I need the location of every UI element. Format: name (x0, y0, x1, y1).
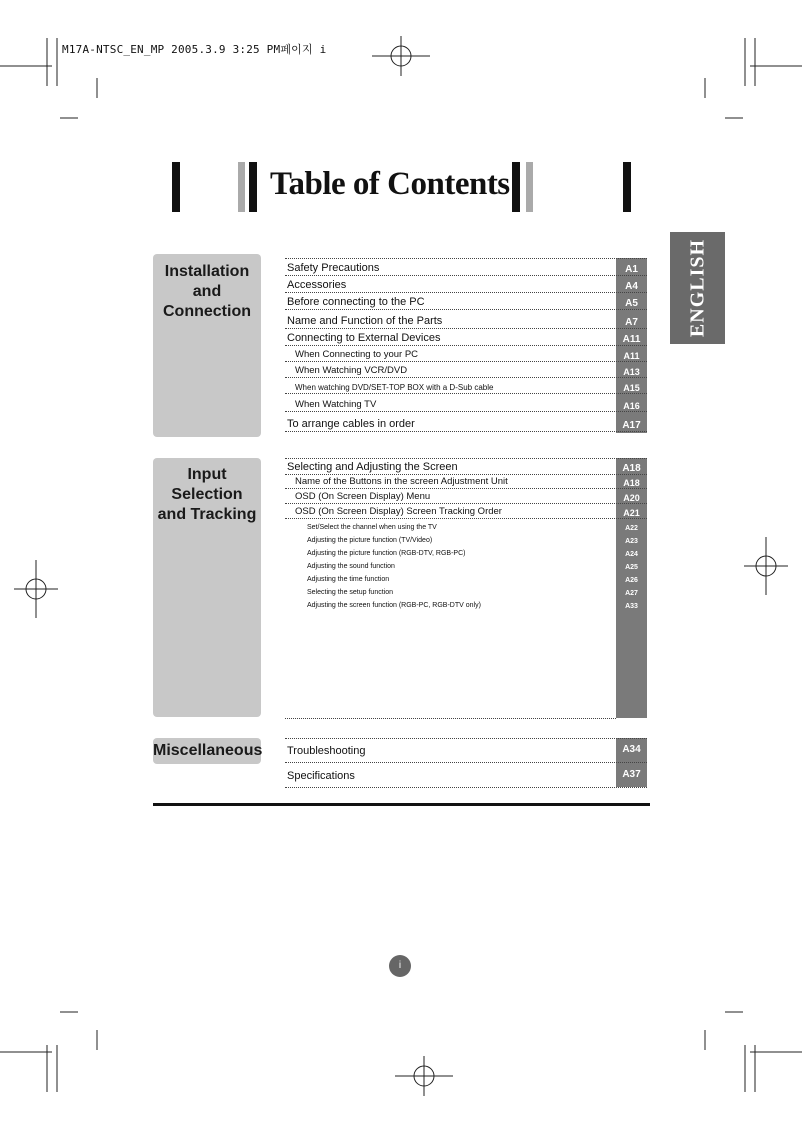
toc-entry[interactable] (285, 545, 647, 558)
toc-entry-page: A18 (623, 478, 640, 488)
toc-entry-title: OSD (On Screen Display) Screen Tracking Order (295, 506, 502, 517)
toc-entry[interactable] (285, 328, 647, 346)
toc-entry-title: Set/Select the channel when using the TV (307, 524, 437, 531)
title-bar-black-left (249, 162, 257, 212)
toc-entry-page: A27 (625, 590, 638, 597)
toc-entry[interactable] (285, 597, 647, 610)
title-bar-gray-left (238, 162, 245, 212)
toc-entry[interactable] (285, 345, 647, 362)
divider (285, 718, 616, 719)
bottom-rule (153, 803, 650, 806)
toc-entry[interactable] (285, 518, 647, 532)
toc-entry-page: A1 (625, 264, 638, 275)
toc-entry-title: OSD (On Screen Display) Menu (295, 491, 431, 502)
toc-entry-title: Name of the Buttons in the screen Adjustment Unit (295, 476, 508, 487)
toc-entry-title: Name and Function of the Parts (287, 315, 443, 327)
toc-entry[interactable] (285, 411, 647, 432)
toc-entry[interactable] (285, 558, 647, 571)
toc-entry-page: A24 (625, 551, 638, 558)
section-box-installation (153, 254, 261, 437)
toc-entry-title: Specifications (287, 770, 355, 782)
toc-entry[interactable] (285, 474, 647, 489)
toc-entry-page: A20 (623, 493, 640, 503)
toc-entry-page: A25 (625, 564, 638, 571)
toc-entry[interactable] (285, 258, 647, 276)
toc-entry-page: A37 (622, 769, 641, 780)
page-title: Table of Contents (270, 166, 510, 202)
toc-entry[interactable] (285, 458, 647, 475)
toc-entry-page: A11 (622, 334, 641, 345)
toc-entry[interactable] (285, 762, 647, 788)
toc-entry-page: A16 (623, 401, 640, 411)
language-tab (670, 232, 725, 344)
title-bar-gray-right (526, 162, 533, 212)
toc-entry-page: A33 (625, 603, 638, 610)
toc-entry-page: A18 (622, 463, 641, 474)
toc-entry-title: Selecting and Adjusting the Screen (287, 461, 458, 473)
toc-entry[interactable] (285, 503, 647, 519)
toc-entry-title: Accessories (287, 279, 347, 291)
print-slug: M17A-NTSC_EN_MP 2005.3.9 3:25 PM페이지 i (62, 43, 327, 56)
toc-entry-title: Adjusting the time function (307, 576, 390, 583)
toc-entry-page: A13 (623, 367, 640, 377)
toc-entry[interactable] (285, 309, 647, 329)
toc-entry-title: When Watching TV (295, 399, 377, 410)
toc-entry-title: To arrange cables in order (287, 418, 415, 430)
toc-entry-title: Before connecting to the PC (287, 296, 425, 308)
section-label: Installation and Connection (163, 263, 251, 320)
section-label: Miscellaneous (153, 742, 263, 759)
toc-entry[interactable] (285, 571, 647, 584)
section-box-miscellaneous (153, 738, 261, 764)
language-tab-label: ENGLISH (686, 238, 708, 338)
toc-entry-title: Selecting the setup function (307, 589, 394, 596)
toc-entry[interactable] (285, 584, 647, 597)
toc-entry-page: A17 (622, 420, 641, 431)
title-bar-black-right (512, 162, 520, 212)
toc-entry-page: A15 (623, 383, 640, 393)
toc-entry-title: Safety Precautions (287, 262, 380, 274)
toc-entry-title: Adjusting the screen function (RGB-PC, RGB-DTV only) (307, 602, 481, 609)
page-number: i (389, 955, 411, 977)
toc-entry-page: A26 (625, 577, 638, 584)
toc-entry-page: A23 (625, 538, 638, 545)
title-bar-right (623, 162, 631, 212)
toc-entry-page: A21 (623, 508, 640, 518)
toc-entry[interactable] (285, 532, 647, 545)
toc-entry-title: When watching DVD/SET-TOP BOX with a D-Sub cable (295, 383, 494, 392)
toc-entry[interactable] (285, 377, 647, 394)
toc-entry-title: Connecting to External Devices (287, 332, 441, 344)
toc-entry[interactable] (285, 738, 647, 763)
section-label: Input Selection and Tracking (157, 466, 257, 523)
toc-entry[interactable] (285, 488, 647, 504)
toc-entry-title: When Watching VCR/DVD (295, 365, 408, 376)
title-block (0, 162, 802, 212)
toc-entry[interactable] (285, 393, 647, 412)
toc-entry-title: Adjusting the picture function (TV/Video) (307, 537, 433, 544)
toc-entry-page: A5 (625, 298, 638, 309)
toc-entry[interactable] (285, 275, 647, 293)
toc-entry[interactable] (285, 292, 647, 310)
toc-entry[interactable] (285, 361, 647, 378)
toc-entry-page: A11 (623, 351, 640, 361)
toc-entry-page: A22 (625, 525, 638, 532)
toc-entry-page: A34 (622, 744, 641, 755)
toc-entry-title: Troubleshooting (287, 745, 366, 757)
toc-entry-title: Adjusting the sound function (307, 563, 395, 570)
toc-entry-title: When Connecting to your PC (295, 349, 419, 360)
title-bar-left (172, 162, 180, 212)
toc-entry-title: Adjusting the picture function (RGB-DTV, RGB-PC) (307, 550, 466, 557)
section-box-input-selection (153, 458, 261, 717)
toc-entry-page: A7 (625, 317, 638, 328)
toc-entry-page: A4 (625, 281, 638, 292)
